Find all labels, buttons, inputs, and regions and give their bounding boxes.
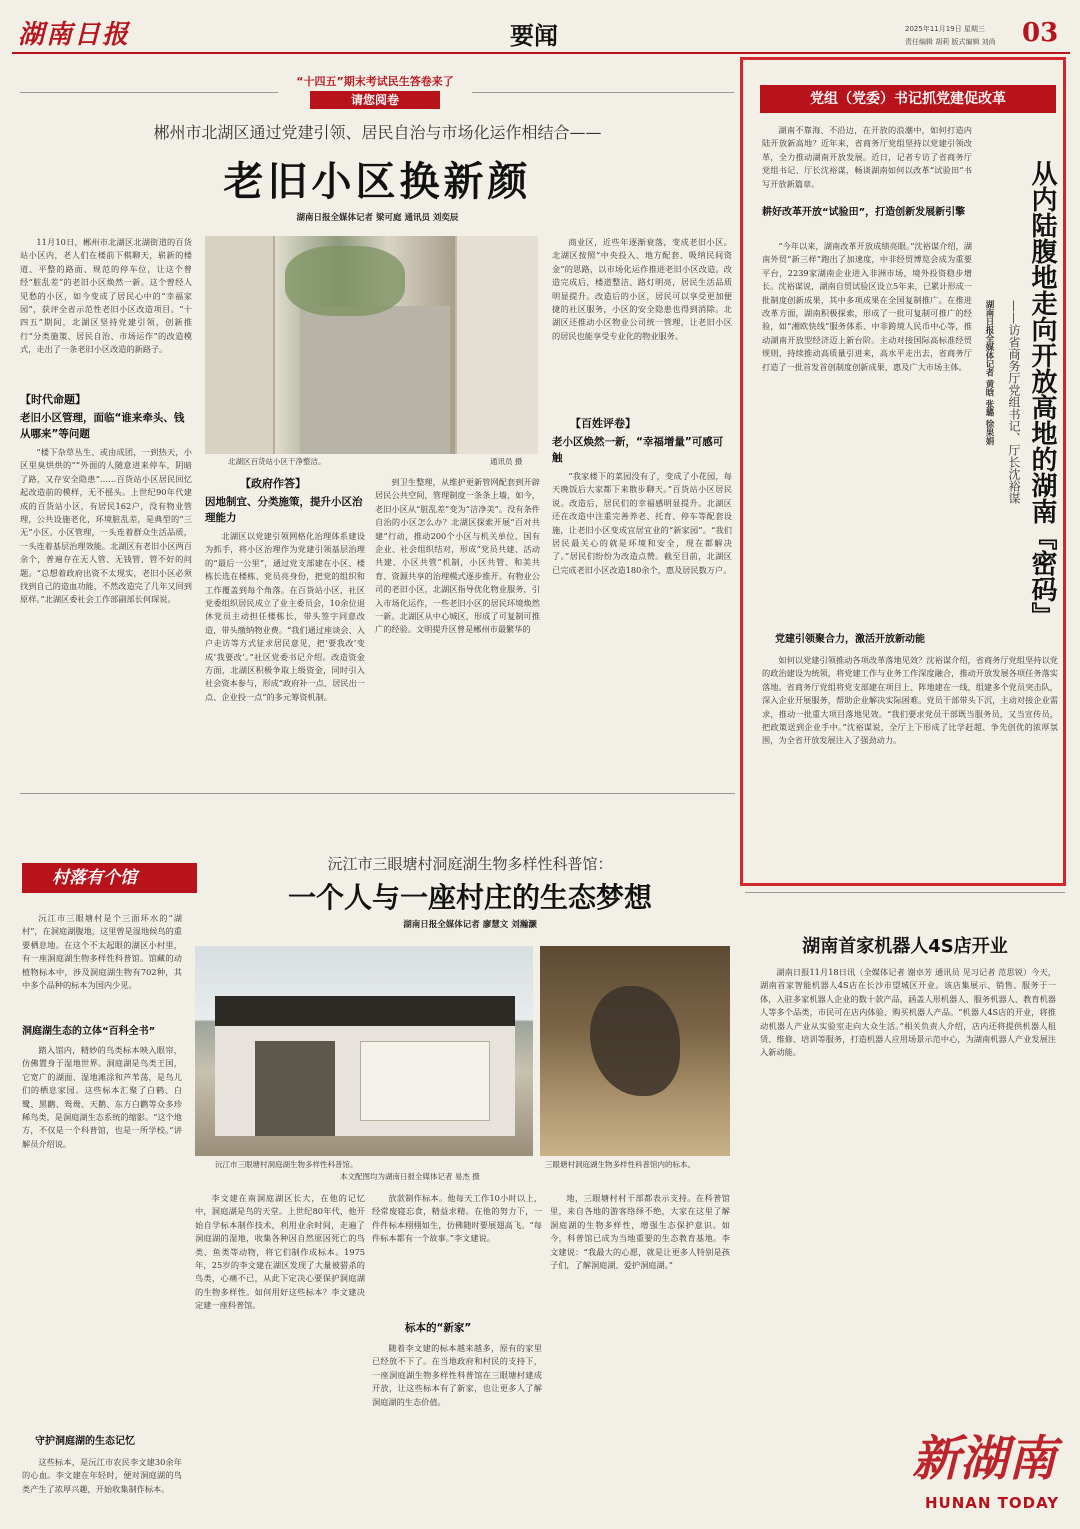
- village-col3-body: [372, 1192, 542, 1312]
- building-left: [205, 236, 275, 454]
- sidebar-s1-body: [762, 240, 972, 622]
- sidebar-s1-text: “今年以来，湖南改革开放成绩亮眼。”沈裕谋介绍，湖南外贸“新三样”跑出了加速度，中非经贸博览会成为重要平台，2239家湖南企业进入非洲市场，境外投资稳步增长。沈裕谋说，湖南自贸试验区设立5年来，已累计形成一批制度创新成果，其中多项成果在全国复制推广。在推进改革方面，湖南积极探索，形成了一批可复制可推广的经验，如“湘欧快线”服务体系、中非跨境人民币中心等，推动湖南开放型经济迈上新台阶。主动对接国际高标准经贸规则，持续推动高质量引进来，高水平走出去，省商务厅打造了一批首发首创制度创新成果，惠及广大市场主体。: [762, 241, 972, 372]
- village-h2-body: [22, 1456, 182, 1520]
- village-col4-body: [550, 1192, 730, 1522]
- village-photo-caption1: 沅江市三眼塘村洞庭湖生物多样性科普馆。: [215, 1160, 358, 1169]
- page-number: 03: [1022, 18, 1059, 48]
- museum-door: [255, 1041, 335, 1136]
- newspaper-logo: 湖南日报: [18, 20, 131, 50]
- village-h1: 洞庭湖生态的立体“百科全书”: [22, 1026, 156, 1037]
- lead-col2-text: 北湖区以党建引领网格化治理体系建设为抓手，将小区治理作为党建引领基层治理的“最后一公里”，通过党支部建在小区、楼栋长选在楼栋、党员亮身份，把党的组织和工作覆盖到每个角落。在百货站小区，社区党委组织居民成立了业主委员会，10余位退休党员主动担任楼栋长，带头签字同意改造，带头缴纳物业费。“我们通过座谈会、入户走访等方式征求居民意见，把‘要我改’变成‘我要改’。”社区党委书记介绍。改造资金方面，北湖区积极争取上级资金，同时引入社会资本参与，形成“政府补一点、居民出一点、企业投一点”的多元筹资机制。: [205, 531, 365, 702]
- village-h1-body: [22, 1044, 182, 1426]
- sidebar-s2-text: 如何以党建引领推动各项改革落地见效？沈裕谋介绍，省商务厅党组坚持以党的政治建设为统领，将党建工作与业务工作深度融合，推动开放发展各项任务落实落地。省商务厅党组将党支部建在项目上、阵地建在一线，组建多个党员突击队，深入企业开展服务，帮助企业解决实际困难。党员干部带头下沉，主动对接企业需求，推动一批重大项目落地见效。“我们要求党员干部既当服务员，又当宣传员，把政策送到企业手中。”沈裕谋说，全厅上下形成了比学赶超、争先创优的浓厚氛围，为全省开放发展注入了强劲动力。: [762, 655, 1058, 746]
- lead-col4-title: 老小区焕然一新，“幸福增量”可感可触: [552, 436, 724, 464]
- village-col2-text: 李文建在南洞庭湖区长大，在他的记忆中，洞庭湖是鸟的天堂。上世纪80年代，他开始自学标本制作技术，利用业余时间，走遍了洞庭湖的湿地，收集各种因自然原因死亡的鸟类、鱼类等动物，将它们制作成标本。1975年，25岁的李文建在湖区发现了大量被猎杀的鸟类，心痛不已，从此下定决心要保护洞庭湖的生物多样性。如何用好这些标本？李文建决定建一座科普馆。: [195, 1193, 365, 1311]
- lead-col2-head: 【政府作答】: [240, 477, 306, 490]
- lead-sec1-head: 【时代命题】: [20, 393, 86, 406]
- lead-byline: 湖南日报全媒体记者 梁可庭 通讯员 刘奕辰: [296, 213, 459, 223]
- sidebar-s2: 党建引领聚合力，激活开放新动能: [775, 634, 925, 645]
- village-h1-text: 踏入馆内，精妙的鸟类标本映入眼帘，仿佛置身于湿地世界。洞庭湖是鸟类王国，它宽广的湖面、湿地滩涂和芦苇荡，是鸟儿们的栖息家园。这些标本汇聚了白鹤、白鹭、黑鹳、鸳鸯、天鹅、东方白鹳等众多珍稀鸟类，是洞庭湖生态系统的缩影。“这个地方，不仅是一个科普馆，也是一所学校。”讲解员介绍说。: [22, 1045, 182, 1149]
- watermark-logo: 新湖南: [912, 1431, 1057, 1487]
- banner-rule-right: [472, 92, 734, 93]
- robot-title: 湖南首家机器人4S店开业: [802, 936, 1008, 957]
- lead-intro: [20, 236, 192, 388]
- lead-bottom-rule: [20, 793, 735, 794]
- trees: [285, 246, 405, 316]
- lead-col1-body: [20, 446, 192, 784]
- lead-col3-body: [375, 476, 540, 784]
- lead-photo: [205, 236, 538, 454]
- sidebar-subtitle: ——访省商务厅党组书记、厅长沈裕谋: [1007, 300, 1021, 504]
- sidebar-intro-text: 湖南不靠海、不沿边，在开放的浪潮中，如何打造内陆开放新高地？近年来，省商务厅党组坚持以党建引领改革，全力推动湖南开放发展。近日，记者专访了省商务厅党组书记、厅长沈裕谋，畅谈湖南如何以改革“试验田”书写开放新篇章。: [762, 125, 972, 189]
- editors: 责任编辑 胡莉 版式编辑 刘尚: [905, 38, 996, 46]
- lead-intro-text: 11月10日，郴州市北湖区北湖街道的百货站小区内，老人们在楼前下棋聊天，崭新的楼道、平整的路面、规范的停车位，让这个曾经“脏乱差”的老旧小区焕然一新。这个曾经人见愁的小区，如今变成了居民心中的“幸福家园”，获评全省示范性老旧小区改造项目。“十四五”期间，北湖区坚持党建引领，创新推行“分类施策、居民自治、市场运作”的改造模式，走出了一条老旧小区改造的新路子。: [20, 237, 192, 355]
- robot-top-rule: [745, 892, 1065, 893]
- lead-sec1-title: 老旧小区管理，面临“谁来牵头、钱从哪来”等问题: [20, 412, 185, 440]
- village-col2-body: [195, 1192, 365, 1522]
- village-photo-credit: 本文配图均为湖南日报全媒体记者 易杰 摄: [340, 1172, 480, 1181]
- village-photo-specimen: [540, 946, 730, 1156]
- sidebar-intro: [762, 124, 972, 198]
- banner-rule-left: [20, 92, 278, 93]
- banner-sub: 请您阅卷: [310, 91, 440, 109]
- masthead: [0, 0, 1080, 52]
- village-intro-text: 沅江市三眼塘村是个三面环水的“湖村”，在洞庭湖腹地，这里曾是湿地候鸟的重要栖息地。在这个不太起眼的湖区小村里，有一座洞庭湖生物多样性科普馆。馆藏的动植物标本中，涉及洞庭湖生物有702种，其中多个品种的标本为国内少见。: [22, 913, 182, 991]
- lead-title: 老旧小区换新颜: [223, 159, 532, 205]
- section-name: 要闻: [510, 21, 558, 50]
- lead-col3-text: 到卫生整理，从维护更新管网配套到开辟居民公共空间，管理制度一条条上墙，如今，老旧小区从“脏乱差”变为“洁净美”。没有条件自治的小区怎么办？北湖区探索开展“百对共建”行动，推动200个小区与机关单位、国有企业、社会组织结对，形成“党员共建、活动共建、小区共管”机制，小区共管、和美共育、资源共享的治理模式逐步推开。有物业公司的老旧小区，北湖区指导优化物业服务，引入市场化运作，一些老旧小区的居民环境焕然一新。北湖区从中心城区，形成了可复制可推广的经验。文明提升区曾是郴州市最繁华的: [375, 477, 540, 635]
- robot-body: [760, 966, 1056, 1386]
- lead-col4-head: 【百姓评卷】: [570, 417, 636, 430]
- village-kicker: 沅江市三眼塘村洞庭湖生物多样性科普馆：: [327, 855, 613, 873]
- issue-date: 2025年11月19日 星期三: [905, 25, 985, 33]
- lead-photo-credit: 通讯员 摄: [490, 457, 523, 466]
- bird-specimen: [590, 986, 680, 1096]
- courtyard: [300, 306, 450, 454]
- village-byline: 湖南日报全媒体记者 廖慧文 刘瀚灏: [403, 920, 537, 930]
- lead-col2-body: [205, 530, 365, 784]
- sidebar-tag: 党组（党委）书记抓党建促改革: [760, 85, 1056, 113]
- lead-col1-text: “楼下杂草丛生、或由成团，一到热天，小区里臭烘烘的”“外面的人随意进来停车，阴暗了路，又存安全隐患”……百货站小区居民回忆起改造前的模样，无不摇头。上世纪90年代建成的百货站小区，有居民162户，没有物业管理，公共设施老化，环境脏乱差，是典型的“三无”小区。小区管理，一头连着群众生活品质，一头连着基层治理效能。北湖区有老旧小区两百余个，普遍存在无人管、无钱管、管不好的问题。“总想着政府出资不太现实，老旧小区必须找到自己的造血功能，不然改造完了几年又回到原样。”北湖区委社会工作部副部长何琛说。: [20, 447, 192, 605]
- village-intro: [22, 912, 182, 1020]
- village-photo-museum: [195, 946, 533, 1156]
- watermark-en: HUNAN TODAY: [925, 1494, 1060, 1512]
- building-right: [455, 236, 538, 454]
- village-h2-text: 这些标本，是沅江市农民李文建30余年的心血。李文建在年轻时，便对洞庭湖的鸟类产生了浓厚兴趣，开始收集制作标本。: [22, 1457, 182, 1494]
- village-section-logo: [22, 863, 197, 893]
- village-photo-caption2: 三眼塘村洞庭湖生物多样性科普馆内的标本。: [545, 1160, 695, 1169]
- robot-body-text: 湖南日报11月18日讯（全媒体记者 谢卓芳 通讯员 见习记者 范思锐）今天，湖南首家智能机器人4S店在长沙市望城区开业。该店集展示、销售、服务于一体，入驻多家机器人企业的数十款产品，涵盖人形机器人、服务机器人、教育机器人等多个品类，市民可在店内体验、购买机器人产品。“机器人4S店的开业，将推动机器人产业从实验室走向大众生活。”相关负责人介绍，店内还将提供机器人租赁、维修、培训等服务，打造机器人应用场景示范中心，为湖南机器人产业发展注入新动能。: [760, 967, 1056, 1058]
- lead-col4-text: 商业区，近些年逐渐衰落，变成老旧小区。北湖区按照“中央投入、地方配套、吸纳民间资金”的思路，以市场化运作推进老旧小区改造。改造完成后，楼道整洁、路灯明亮，居民生活品质明显提升。改造后的小区，居民可以享受更加便捷的社区服务，小区的安全隐患也得到消除。北湖区还推动小区物业公司统一管理，让老旧小区的居民也能享受专业化的物业服务。: [552, 237, 732, 341]
- sidebar-s1: 耕好改革开放“试验田”，打造创新发展新引擎: [762, 207, 966, 218]
- sidebar-byline: 湖南日报全媒体记者 黄晗 张璐 徐果娟: [984, 300, 994, 445]
- village-col4-text: 地，三眼塘村村干部都表示支持。在科普馆里，来自各地的游客络绎不绝，大家在这里了解洞庭湖的生物多样性，增强生态保护意识。如今，科普馆已成为当地重要的生态教育基地。李文建说：“我最大的心愿，就是让更多人特别是孩子们，了解洞庭湖、爱护洞庭湖。”: [550, 1193, 730, 1271]
- lead-col2-title: 因地制宜、分类施策，提升小区治理能力: [205, 496, 363, 524]
- lead-photo-caption: 北湖区百货站小区干净整洁。: [228, 457, 326, 466]
- sidebar-title: 从内陆腹地走向开放高地的湖南『密码』: [1027, 160, 1057, 628]
- village-col3-text2: 随着李文建的标本越来越多，原有的家里已经放不下了。在当地政府和村民的支持下，一座洞庭湖生物多样性科普馆在三眼塘村建成开放，让这些标本有了新家，也让更多人了解洞庭湖的生态价值。: [372, 1343, 542, 1407]
- sidebar-s2-body: [762, 654, 1058, 880]
- village-section-label: 村落有个馆: [52, 868, 137, 888]
- village-title: 一个人与一座村庄的生态梦想: [287, 881, 652, 914]
- village-col3-text: 放款制作标本。他每天工作10小时以上，经常废寝忘食，精益求精。在他的努力下，一件件标本栩栩如生，仿佛随时要展翅高飞。“每件标本都有一个故事。”李文建说。: [372, 1193, 542, 1244]
- museum-roof: [215, 996, 515, 1026]
- lead-col4-body: [552, 236, 732, 412]
- village-col3-body2: [372, 1342, 542, 1522]
- village-h2: 守护洞庭湖的生态记忆: [35, 1436, 135, 1447]
- banner-tag: “十四五”期末考试民生答卷来了: [296, 75, 454, 88]
- lead-banner: [280, 74, 470, 109]
- museum-signboard: [360, 1041, 490, 1121]
- lead-kicker: 郴州市北湖区通过党建引领、居民自治与市场化运作相结合——: [153, 123, 602, 142]
- lead-col4-body2: [552, 470, 732, 784]
- village-col3-head: 标本的“新家”: [405, 1322, 472, 1334]
- masthead-rule: [12, 52, 1070, 54]
- lead-col4-text2: “我家楼下的菜园没有了，变成了小花园，每天晚饭后大家都下来散步聊天。”百货站小区居民说。改造后，居民们的幸福感明显提升。北湖区还在改造中注重完善养老、托育、停车等配套设施，让老旧小区变成宜居宜业的“新家园”。“我们居民最关心的就是环境和安全，现在都解决了。”居民们纷纷为改造点赞。截至目前，北湖区已完成老旧小区改造180余个，惠及居民数万户。: [552, 471, 732, 575]
